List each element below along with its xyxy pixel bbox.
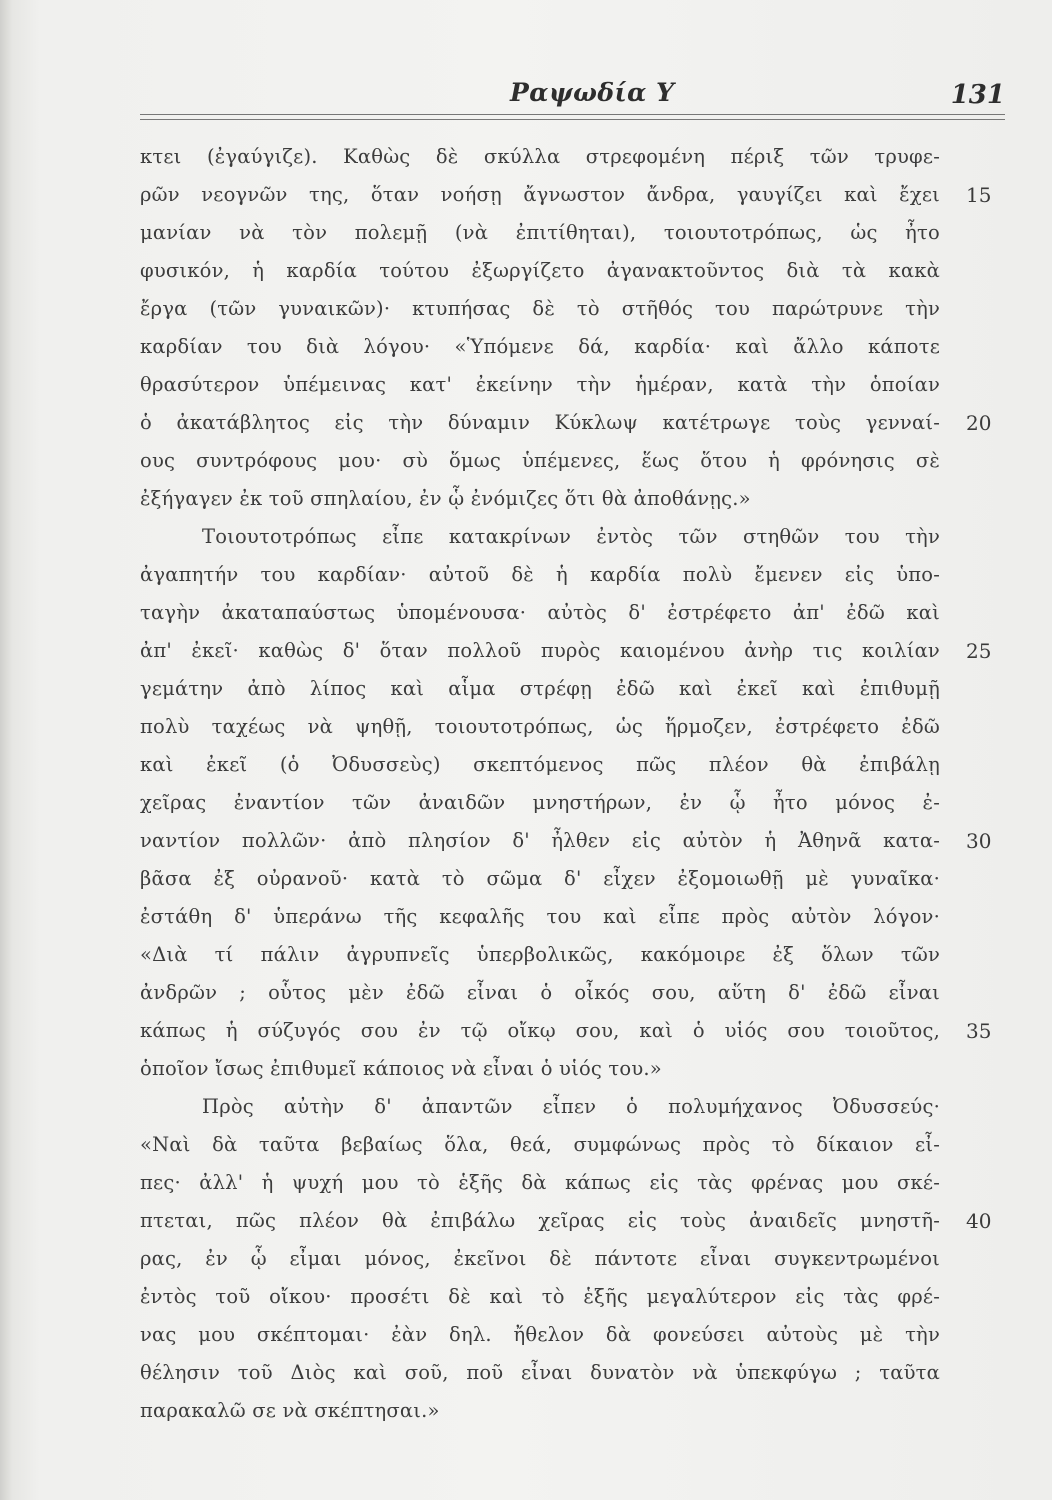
text-line: ους συντρόφους μου· σὺ ὅμως ὑπέμενες, ἕως ὅτου ἡ φρόνησις σὲ [140, 449, 940, 472]
text-line: πολὺ ταχέως νὰ ψηθῇ, τοιουτοτρόπως, ὡς ἥρμοζεν, ἐστρέφετο ἐδῶ [140, 715, 940, 738]
text-line: ἀπ' ἐκεῖ· καθὼς δ' ὅταν πολλοῦ πυρὸς καιομένου ἀνὴρ τις κοιλίαν [140, 639, 940, 662]
text-line: ἐντὸς τοῦ οἴκου· προσέτι δὲ καὶ τὸ ἑξῆς μεγαλύτερον εἰς τὰς φρέ- [140, 1285, 940, 1308]
text-line: «Ναὶ δὰ ταῦτα βεβαίως ὅλα, θεά, συμφώνως πρὸς τὸ δίκαιον εἶ- [140, 1133, 940, 1156]
text-line: Τοιουτοτρόπως εἶπε κατακρίνων ἐντὸς τῶν στηθῶν του τὴν [202, 525, 940, 548]
text-line: ρας, ἐν ᾧ εἶμαι μόνος, ἐκεῖνοι δὲ πάντοτε εἶναι συγκεντρωμένοι [140, 1247, 940, 1270]
margin-line-number: 15 [966, 183, 992, 207]
text-line: πτεται, πῶς πλέον θὰ ἐπιβάλω χεῖρας εἰς τοὺς ἀναιδεῖς μνηστῆ- [140, 1209, 940, 1232]
text-line: γεμάτην ἀπὸ λίπος καὶ αἷμα στρέφῃ ἐδῶ καὶ ἐκεῖ καὶ ἐπιθυμῇ [140, 677, 940, 700]
text-line: νας μου σκέπτομαι· ἐὰν δηλ. ἤθελον δὰ φονεύσει αὐτοὺς μὲ τὴν [140, 1323, 940, 1346]
text-line: πες· ἀλλ' ἡ ψυχή μου τὸ ἑξῆς δὰ κάπως εἰς τὰς φρένας μου σκέ- [140, 1171, 940, 1194]
margin-line-number: 35 [966, 1019, 992, 1043]
text-line: Πρὸς αὐτὴν δ' ἀπαντῶν εἶπεν ὁ πολυμήχανος Ὀδυσσεύς· [202, 1095, 940, 1118]
header-rule [140, 114, 1005, 115]
text-line: «Διὰ τί πάλιν ἀγρυπνεῖς ὑπερβολικῶς, κακόμοιρε ἐξ ὅλων τῶν [140, 943, 940, 966]
text-line: θρασύτερον ὑπέμεινας κατ' ἐκείνην τὴν ἡμέραν, κατὰ τὴν ὁποίαν [140, 373, 940, 396]
margin-line-number: 20 [966, 411, 992, 435]
text-line: ρῶν νεογνῶν της, ὅταν νοήσῃ ἄγνωστον ἄνδρα, γαυγίζει καὶ ἔχει [140, 183, 940, 206]
margin-line-number: 30 [966, 829, 992, 853]
text-line: κάπως ἡ σύζυγός σου ἐν τῷ οἴκῳ σου, καὶ ὁ υἱός σου τοιοῦτος, [140, 1019, 940, 1042]
text-line: ἀνδρῶν ; οὗτος μὲν ἐδῶ εἶναι ὁ οἶκός σου, αὕτη δ' ἐδῶ εἶναι [140, 981, 940, 1004]
text-line: ἔργα (τῶν γυναικῶν)· κτυπήσας δὲ τὸ στῆθός του παρώτρυνε τὴν [140, 297, 940, 320]
text-line: ἀγαπητήν του καρδίαν· αὐτοῦ δὲ ἡ καρδία πολὺ ἔμενεν εἰς ὑπο- [140, 563, 940, 586]
text-line: μανίαν νὰ τὸν πολεμῇ (νὰ ἐπιτίθηται), τοιουτοτρόπως, ὡς ἦτο [140, 221, 940, 244]
text-line: παρακαλῶ σε νὰ σκέπτησαι.» [140, 1399, 440, 1422]
running-title: Ραψωδία Υ [510, 78, 675, 107]
page-number: 131 [950, 80, 1005, 110]
text-line: ἐξήγαγεν ἐκ τοῦ σπηλαίου, ἐν ᾧ ἐνόμιζες ὅτι θὰ ἀποθάνῃς.» [140, 487, 751, 510]
text-line: καὶ ἐκεῖ (ὁ Ὀδυσσεὺς) σκεπτόμενος πῶς πλέον θὰ ἐπιβάλῃ [140, 753, 940, 776]
page-gutter [0, 0, 12, 1500]
header-rule [140, 119, 1005, 120]
page-header [140, 78, 1005, 118]
text-line: ταγὴν ἀκαταπαύστως ὑπομένουσα· αὐτὸς δ' ἐστρέφετο ἀπ' ἐδῶ καὶ [140, 601, 940, 624]
margin-line-number: 40 [966, 1209, 992, 1233]
text-line: φυσικόν, ἡ καρδία τούτου ἐξωργίζετο ἀγανακτοῦντος διὰ τὰ κακὰ [140, 259, 940, 282]
text-line: ὁποῖον ἴσως ἐπιθυμεῖ κάποιος νὰ εἶναι ὁ υἱός του.» [140, 1057, 662, 1080]
text-line: ἐστάθη δ' ὑπεράνω τῆς κεφαλῆς του καὶ εἶπε πρὸς αὐτὸν λόγον· [140, 905, 940, 928]
text-line: βᾶσα ἐξ οὐρανοῦ· κατὰ τὸ σῶμα δ' εἶχεν ἐξομοιωθῇ μὲ γυναῖκα· [140, 867, 940, 890]
text-line: ὁ ἀκατάβλητος εἰς τὴν δύναμιν Κύκλωψ κατέτρωγε τοὺς γενναί- [140, 411, 940, 434]
text-line: θέλησιν τοῦ Διὸς καὶ σοῦ, ποῦ εἶναι δυνατὸν νὰ ὑπεκφύγω ; ταῦτα [140, 1361, 940, 1384]
text-line: καρδίαν του διὰ λόγου· «Ὑπόμενε δά, καρδία· καὶ ἄλλο κάποτε [140, 335, 940, 358]
text-line: ναντίον πολλῶν· ἀπὸ πλησίον δ' ἦλθεν εἰς αὐτὸν ἡ Ἀθηνᾶ κατα- [140, 829, 940, 852]
text-line: κτει (ἐγαύγιζε). Καθὼς δὲ σκύλλα στρεφομένη πέριξ τῶν τρυφε- [140, 145, 940, 168]
body-text [140, 138, 940, 1430]
text-line: χεῖρας ἐναντίον τῶν ἀναιδῶν μνηστήρων, ἐν ᾧ ἦτο μόνος ἐ- [140, 791, 940, 814]
margin-line-number: 25 [966, 639, 992, 663]
